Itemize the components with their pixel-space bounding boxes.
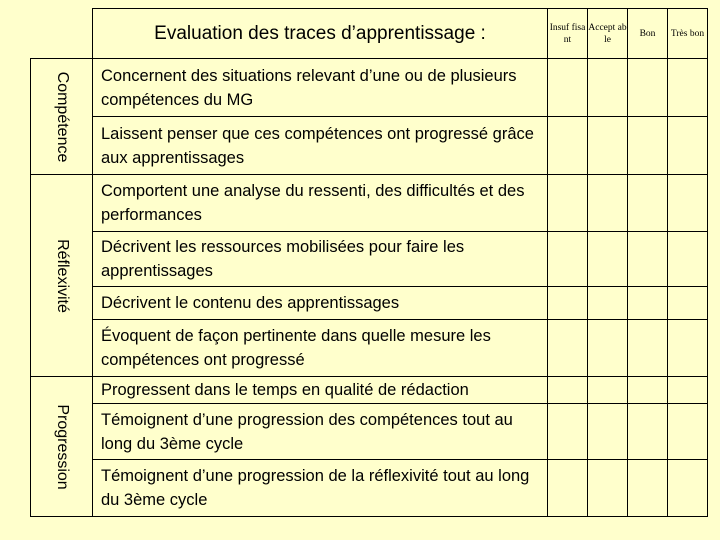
rating-cell-acceptable[interactable]	[588, 320, 628, 377]
table-row	[31, 460, 708, 517]
column-header-bon: Bon	[628, 9, 668, 59]
rating-cell-insuffisant[interactable]	[548, 460, 588, 517]
rating-cell-tres-bon[interactable]	[668, 287, 708, 320]
rating-cell-acceptable[interactable]	[588, 460, 628, 517]
column-header-acceptable: Accept able	[588, 9, 628, 59]
category-label: Compétence	[53, 71, 71, 162]
table-row	[31, 377, 708, 404]
rating-cell-tres-bon[interactable]	[668, 377, 708, 404]
rating-cell-bon[interactable]	[628, 320, 668, 377]
rating-cell-acceptable[interactable]	[588, 287, 628, 320]
criterion-text: Témoignent d’une progression des compétences tout au long du 3ème cycle	[93, 404, 548, 460]
rating-cell-tres-bon[interactable]	[668, 59, 708, 117]
column-header-tres-bon: Très bon	[668, 9, 708, 59]
rating-cell-tres-bon[interactable]	[668, 175, 708, 232]
rating-cell-bon[interactable]	[628, 175, 668, 232]
rating-cell-insuffisant[interactable]	[548, 404, 588, 460]
evaluation-grid	[30, 8, 708, 517]
rating-cell-tres-bon[interactable]	[668, 232, 708, 287]
criterion-text: Décrivent les ressources mobilisées pour faire les apprentissages	[93, 232, 548, 287]
criterion-text: Progressent dans le temps en qualité de rédaction	[93, 377, 548, 404]
rating-cell-bon[interactable]	[628, 59, 668, 117]
table-row	[31, 404, 708, 460]
rating-cell-acceptable[interactable]	[588, 175, 628, 232]
rating-cell-tres-bon[interactable]	[668, 320, 708, 377]
rating-cell-insuffisant[interactable]	[548, 320, 588, 377]
rating-cell-bon[interactable]	[628, 117, 668, 175]
category-progression	[31, 377, 93, 517]
table-row	[31, 232, 708, 287]
criterion-text: Témoignent d’une progression de la réflexivité tout au long du 3ème cycle	[93, 460, 548, 517]
column-header-insuffisant: Insuf fisant	[548, 9, 588, 59]
criterion-text: Comportent une analyse du ressenti, des difficultés et des performances	[93, 175, 548, 232]
category-reflexivite	[31, 175, 93, 377]
rating-cell-insuffisant[interactable]	[548, 59, 588, 117]
criterion-text: Concernent des situations relevant d’une ou de plusieurs compétences du MG	[93, 59, 548, 117]
grid-title: Evaluation des traces d’apprentissage :	[93, 9, 548, 59]
rating-cell-insuffisant[interactable]	[548, 377, 588, 404]
rating-cell-insuffisant[interactable]	[548, 287, 588, 320]
rating-cell-acceptable[interactable]	[588, 404, 628, 460]
rating-cell-acceptable[interactable]	[588, 377, 628, 404]
category-label: Progression	[53, 403, 71, 490]
rating-cell-bon[interactable]	[628, 232, 668, 287]
rating-cell-tres-bon[interactable]	[668, 460, 708, 517]
criterion-text: Laissent penser que ces compétences ont progressé grâce aux apprentissages	[93, 117, 548, 175]
category-label: Réflexivité	[53, 238, 71, 313]
rating-cell-acceptable[interactable]	[588, 117, 628, 175]
table-row	[31, 320, 708, 377]
criterion-text: Évoquent de façon pertinente dans quelle mesure les compétences ont progressé	[93, 320, 548, 377]
table-row	[31, 117, 708, 175]
corner-cell	[31, 9, 93, 59]
rating-cell-bon[interactable]	[628, 460, 668, 517]
header-row	[31, 9, 708, 59]
rating-cell-acceptable[interactable]	[588, 232, 628, 287]
table-row	[31, 287, 708, 320]
rating-cell-insuffisant[interactable]	[548, 117, 588, 175]
criterion-text: Décrivent le contenu des apprentissages	[93, 287, 548, 320]
rating-cell-bon[interactable]	[628, 377, 668, 404]
rating-cell-bon[interactable]	[628, 287, 668, 320]
rating-cell-acceptable[interactable]	[588, 59, 628, 117]
rating-cell-insuffisant[interactable]	[548, 232, 588, 287]
rating-cell-insuffisant[interactable]	[548, 175, 588, 232]
category-competence	[31, 59, 93, 175]
rating-cell-tres-bon[interactable]	[668, 117, 708, 175]
rating-cell-tres-bon[interactable]	[668, 404, 708, 460]
rating-cell-bon[interactable]	[628, 404, 668, 460]
table-row	[31, 175, 708, 232]
table-row	[31, 59, 708, 117]
